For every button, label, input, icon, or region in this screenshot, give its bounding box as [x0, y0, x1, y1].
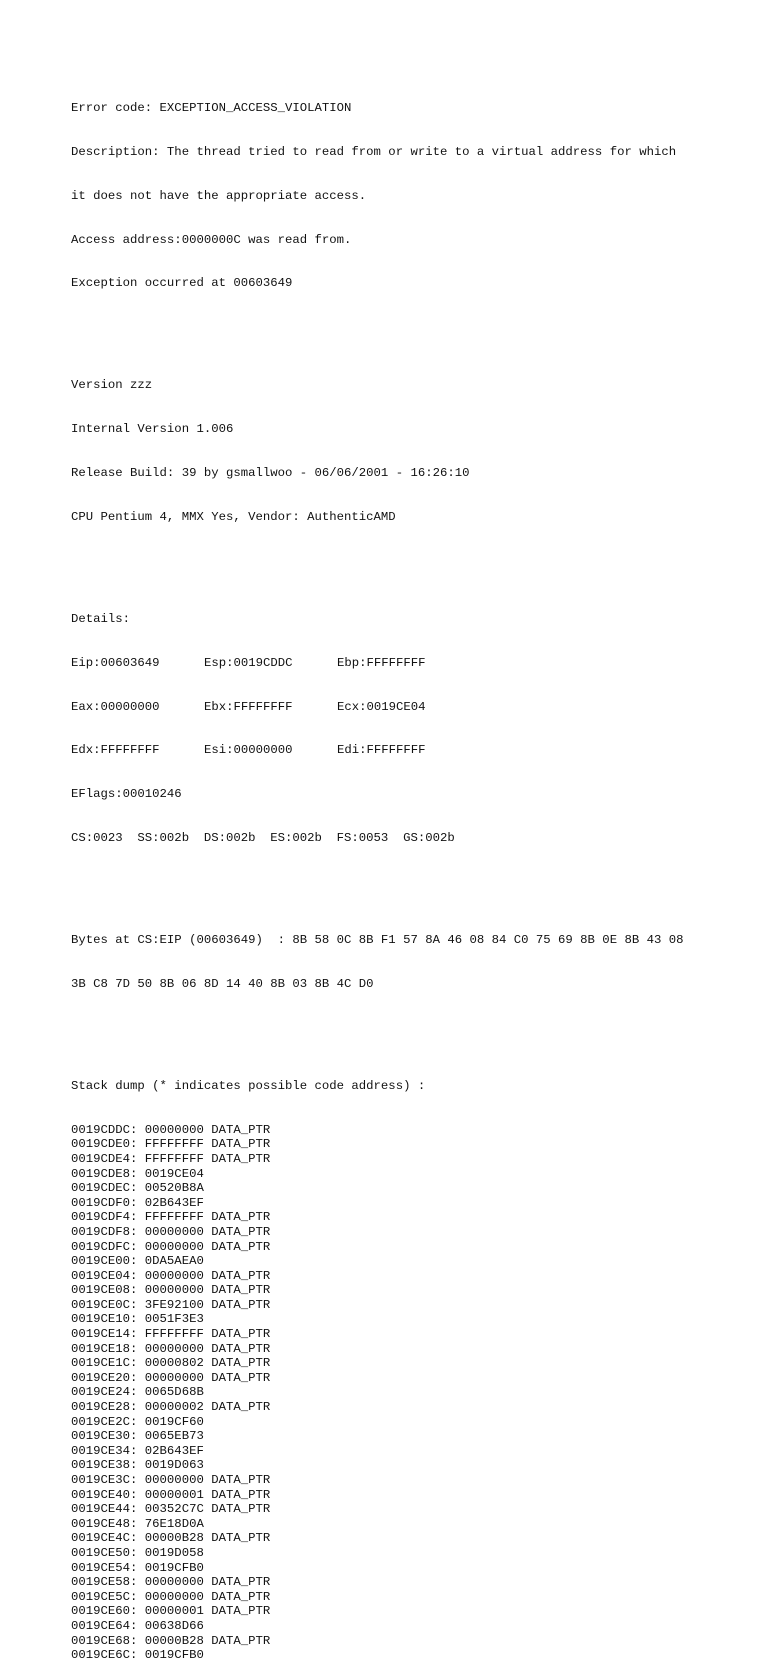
stack-dump-entry: 0019CE34: 02B643EF	[71, 1443, 204, 1458]
spacer	[71, 554, 751, 569]
stack-dump-entry: 0019CE28: 00000002 DATA_PTR	[71, 1400, 271, 1415]
stack-dump-entry: 0019CDF8: 00000000 DATA_PTR	[71, 1224, 271, 1239]
stack-dump-entry: 0019CE24: 0065D68B	[71, 1385, 204, 1400]
stack-dump-list	[71, 1123, 751, 1663]
stack-dump-entry: 0019CE5C: 00000000 DATA_PTR	[71, 1589, 271, 1604]
register-value: Ebp:FFFFFFFF	[337, 655, 426, 670]
bytes-line-1: Bytes at CS:EIP (00603649) : 8B 58 0C 8B F1 57 8A 46 08 84 C0 75 69 8B 0E 8B 43 08	[71, 933, 684, 948]
stack-dump-entry: 0019CE18: 00000000 DATA_PTR	[71, 1341, 271, 1356]
stack-dump-entry: 0019CE20: 00000000 DATA_PTR	[71, 1370, 271, 1385]
stack-dump-entry: 0019CDEC: 00520B8A	[71, 1181, 204, 1196]
stack-dump-entry: 0019CE04: 00000000 DATA_PTR	[71, 1268, 271, 1283]
register-value: Edi:FFFFFFFF	[337, 743, 426, 758]
stack-dump-entry: 0019CE44: 00352C7C DATA_PTR	[71, 1502, 271, 1517]
internal-version: Internal Version 1.006	[71, 422, 234, 437]
stack-dump-heading: Stack dump (* indicates possible code address) :	[71, 1078, 426, 1093]
spacer	[71, 875, 751, 890]
register-value: Esp:0019CDDC	[204, 655, 293, 670]
stack-dump-entry: 0019CE38: 0019D063	[71, 1458, 204, 1473]
stack-dump-entry: 0019CE6C: 0019CFB0	[71, 1648, 204, 1663]
register-value: Eax:00000000	[71, 699, 160, 714]
register-row	[71, 743, 751, 758]
register-value: Eip:00603649	[71, 655, 160, 670]
register-value: Edx:FFFFFFFF	[71, 743, 160, 758]
eflags: EFlags:00010246	[71, 787, 182, 802]
register-row	[71, 656, 751, 671]
crash-report	[71, 72, 751, 1677]
stack-dump-entry: 0019CDFC: 00000000 DATA_PTR	[71, 1239, 271, 1254]
stack-dump-entry: 0019CDE8: 0019CE04	[71, 1166, 204, 1181]
release-build: Release Build: 39 by gsmallwoo - 06/06/2001 - 16:26:10	[71, 466, 470, 481]
description-line-1: Description: The thread tried to read from or write to a virtual address for which	[71, 144, 677, 159]
version: Version zzz	[71, 378, 153, 393]
stack-dump-entry: 0019CE4C: 00000B28 DATA_PTR	[71, 1531, 271, 1546]
register-value: Ecx:0019CE04	[337, 699, 426, 714]
stack-dump-entry: 0019CE1C: 00000802 DATA_PTR	[71, 1356, 271, 1371]
stack-dump-entry: 0019CE14: FFFFFFFF DATA_PTR	[71, 1327, 271, 1342]
stack-dump-entry: 0019CE58: 00000000 DATA_PTR	[71, 1575, 271, 1590]
stack-dump-entry: 0019CE0C: 3FE92100 DATA_PTR	[71, 1297, 271, 1312]
stack-dump-entry: 0019CE60: 00000001 DATA_PTR	[71, 1604, 271, 1619]
segment-registers: CS:0023 SS:002b DS:002b ES:002b FS:0053 GS:002b	[71, 830, 455, 845]
stack-dump-entry: 0019CE10: 0051F3E3	[71, 1312, 204, 1327]
stack-dump-entry: 0019CE2C: 0019CF60	[71, 1414, 204, 1429]
stack-dump-entry: 0019CDF4: FFFFFFFF DATA_PTR	[71, 1210, 271, 1225]
stack-dump-entry: 0019CE54: 0019CFB0	[71, 1560, 204, 1575]
register-value: Ebx:FFFFFFFF	[204, 699, 293, 714]
access-address: Access address:0000000C was read from.	[71, 232, 352, 247]
register-value: Esi:00000000	[204, 743, 293, 758]
stack-dump-entry: 0019CE08: 00000000 DATA_PTR	[71, 1283, 271, 1298]
error-code: Error code: EXCEPTION_ACCESS_VIOLATION	[71, 101, 352, 116]
stack-dump-entry: 0019CE00: 0DA5AEA0	[71, 1254, 204, 1269]
stack-dump-entry: 0019CE48: 76E18D0A	[71, 1516, 204, 1531]
stack-dump-entry: 0019CDF0: 02B643EF	[71, 1195, 204, 1210]
stack-dump-entry: 0019CDE4: FFFFFFFF DATA_PTR	[71, 1151, 271, 1166]
description-line-2: it does not have the appropriate access.	[71, 188, 367, 203]
stack-dump-entry: 0019CDE0: FFFFFFFF DATA_PTR	[71, 1137, 271, 1152]
spacer	[71, 320, 751, 335]
bytes-line-2: 3B C8 7D 50 8B 06 8D 14 40 8B 03 8B 4C D0	[71, 976, 374, 991]
stack-dump-entry: 0019CE40: 00000001 DATA_PTR	[71, 1487, 271, 1502]
details-heading: Details:	[71, 611, 131, 626]
spacer	[71, 1021, 751, 1036]
register-row	[71, 700, 751, 715]
exception-location: Exception occurred at 00603649	[71, 276, 293, 291]
stack-dump-entry: 0019CE30: 0065EB73	[71, 1429, 204, 1444]
stack-dump-entry: 0019CE68: 00000B28 DATA_PTR	[71, 1633, 271, 1648]
stack-dump-entry: 0019CE3C: 00000000 DATA_PTR	[71, 1473, 271, 1487]
stack-dump-entry: 0019CDDC: 00000000 DATA_PTR	[71, 1122, 271, 1137]
cpu-info: CPU Pentium 4, MMX Yes, Vendor: AuthenticAMD	[71, 509, 396, 524]
stack-dump-entry: 0019CE64: 00638D66	[71, 1618, 204, 1633]
stack-dump-entry: 0019CE50: 0019D058	[71, 1545, 204, 1560]
